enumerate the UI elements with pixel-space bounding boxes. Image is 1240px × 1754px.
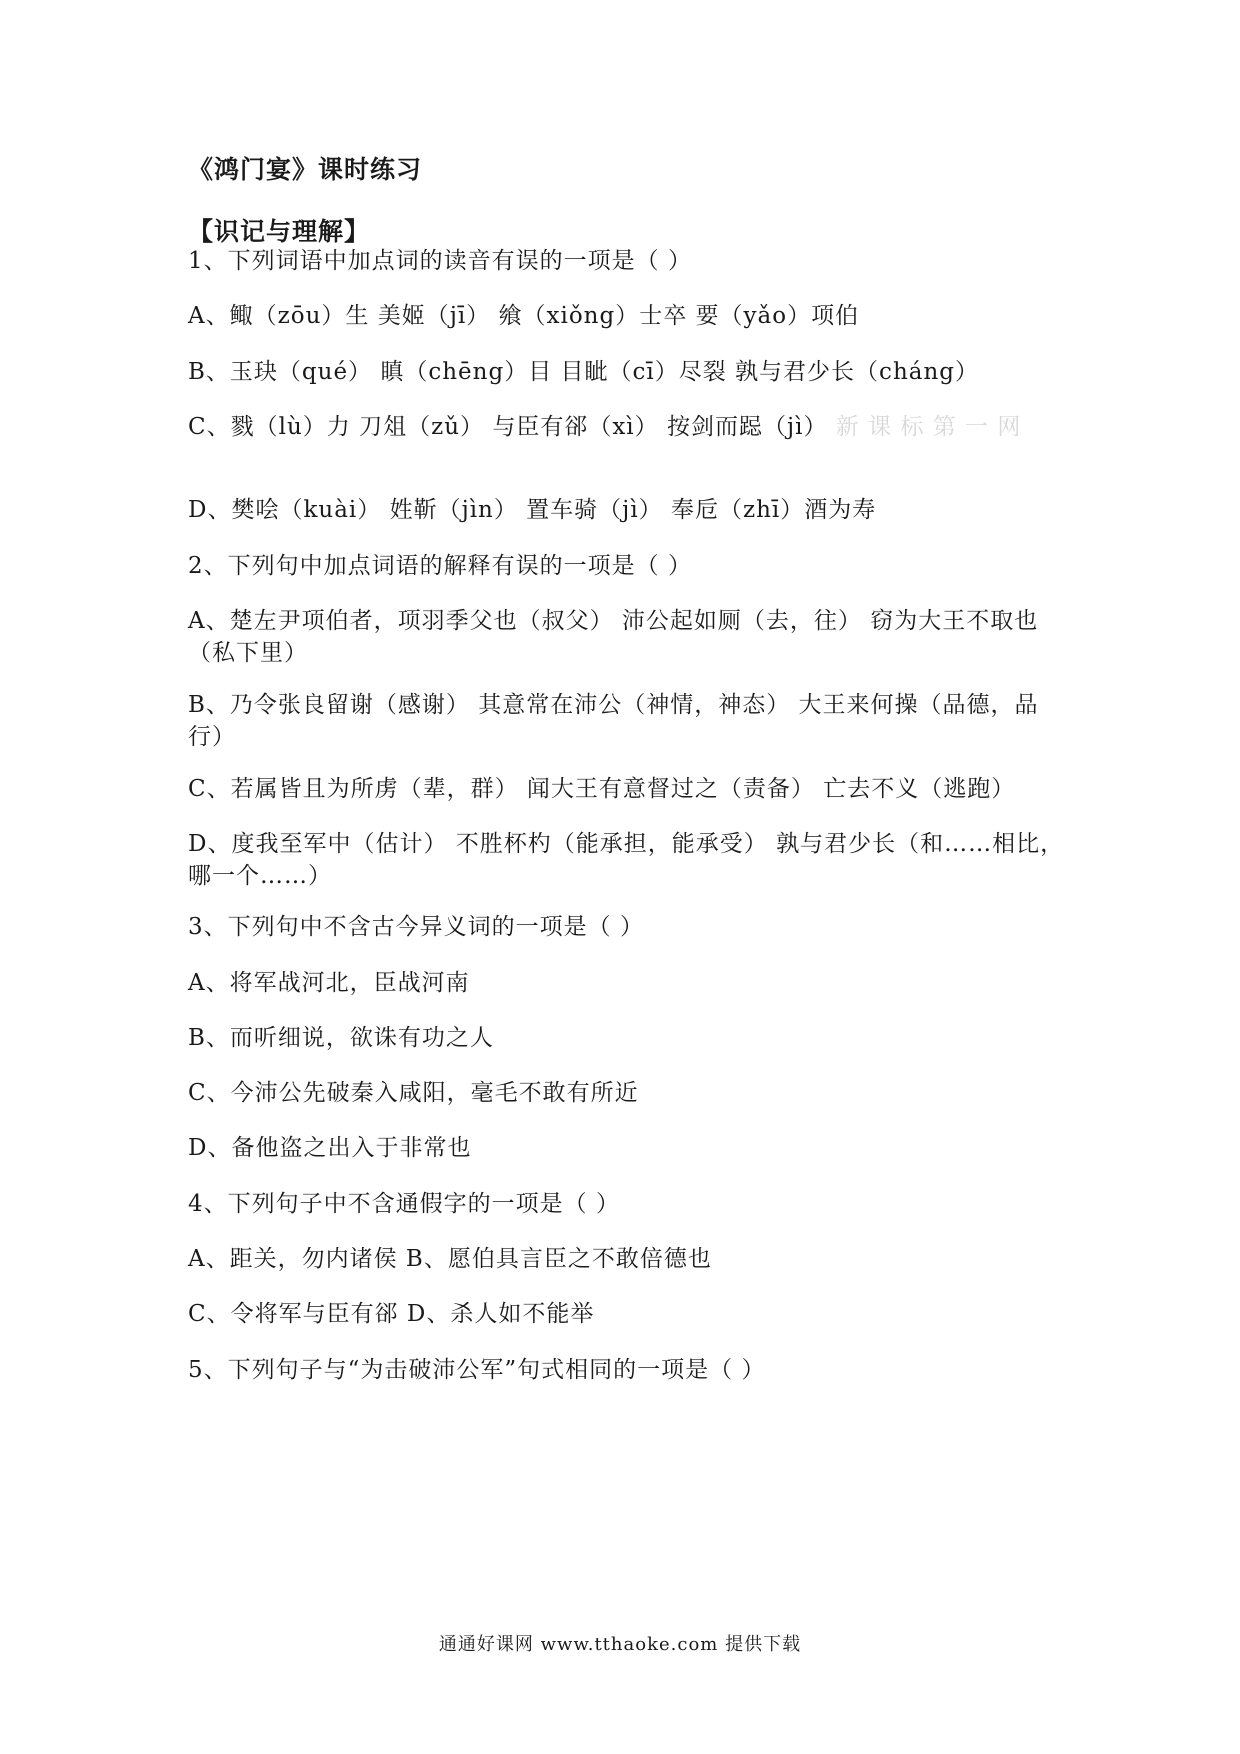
option-2d: D、度我至军中（估计） 不胜杯杓（能承担，能承受） 孰与君少长（和……相比，哪一个……）: [188, 831, 1065, 889]
option-1b: B、玉玦（qué） 瞋（chēng）目 目眦（cī）尽裂 孰与君少长（cháng）: [188, 359, 980, 385]
page-footer: 通通好课网 www.tthaoke.com 提供下载: [438, 1634, 802, 1655]
option-2a: A、楚左尹项伯者，项羽季父也（叔父） 沛公起如厕（去，往） 窃为大王不取也（私下里）: [188, 608, 1039, 666]
question-4: 4、下列句子中不含通假字的一项是（ ）: [188, 1191, 620, 1217]
option-3c: C、今沛公先破秦入咸阳，毫毛不敢有所近: [188, 1080, 639, 1106]
option-1c-text: C、戮（lù）力 刀俎（zǔ） 与臣有郤（xì） 按剑而跽（jì）: [188, 414, 828, 440]
question-1: 1、下列词语中加点词的读音有误的一项是（ ）: [188, 248, 692, 274]
watermark: 新 课 标 第 一 网: [835, 414, 1022, 440]
page-title: 《鸿门宴》课时练习: [188, 155, 423, 184]
option-3b: B、而听细说，欲诛有功之人: [188, 1025, 494, 1051]
option-1a: A、鲰（zōu）生 美姬（jī） 飨（xiǒng）士卒 要（yǎo）项伯: [188, 303, 860, 329]
options-4cd: C、令将军与臣有郤 D、杀人如不能举: [188, 1301, 595, 1327]
option-1c: [188, 411, 1068, 443]
question-3: 3、下列句中不含古今异义词的一项是（ ）: [188, 914, 644, 940]
option-3a: A、将军战河北，臣战河南: [188, 970, 470, 996]
option-2c: C、若属皆且为所虏（辈，群） 闻大王有意督过之（责备） 亡去不义（逃跑）: [188, 776, 1016, 802]
options-4ab: A、距关，勿内诸侯 B、愿伯具言臣之不敢倍德也: [188, 1246, 712, 1272]
option-3d: D、备他盗之出入于非常也: [188, 1135, 472, 1161]
option-1d: D、樊哙（kuài） 姓靳（jìn） 置车骑（jì） 奉卮（zhī）酒为寿: [188, 497, 877, 523]
question-2: 2、下列句中加点词语的解释有误的一项是（ ）: [188, 553, 692, 579]
option-2b: B、乃令张良留谢（感谢） 其意常在沛公（神情，神态） 大王来何操（品德，品行）: [188, 692, 1039, 750]
question-5: 5、下列句子与“为击破沛公军”句式相同的一项是（ ）: [188, 1357, 766, 1383]
section-heading: 【识记与理解】: [188, 217, 371, 246]
